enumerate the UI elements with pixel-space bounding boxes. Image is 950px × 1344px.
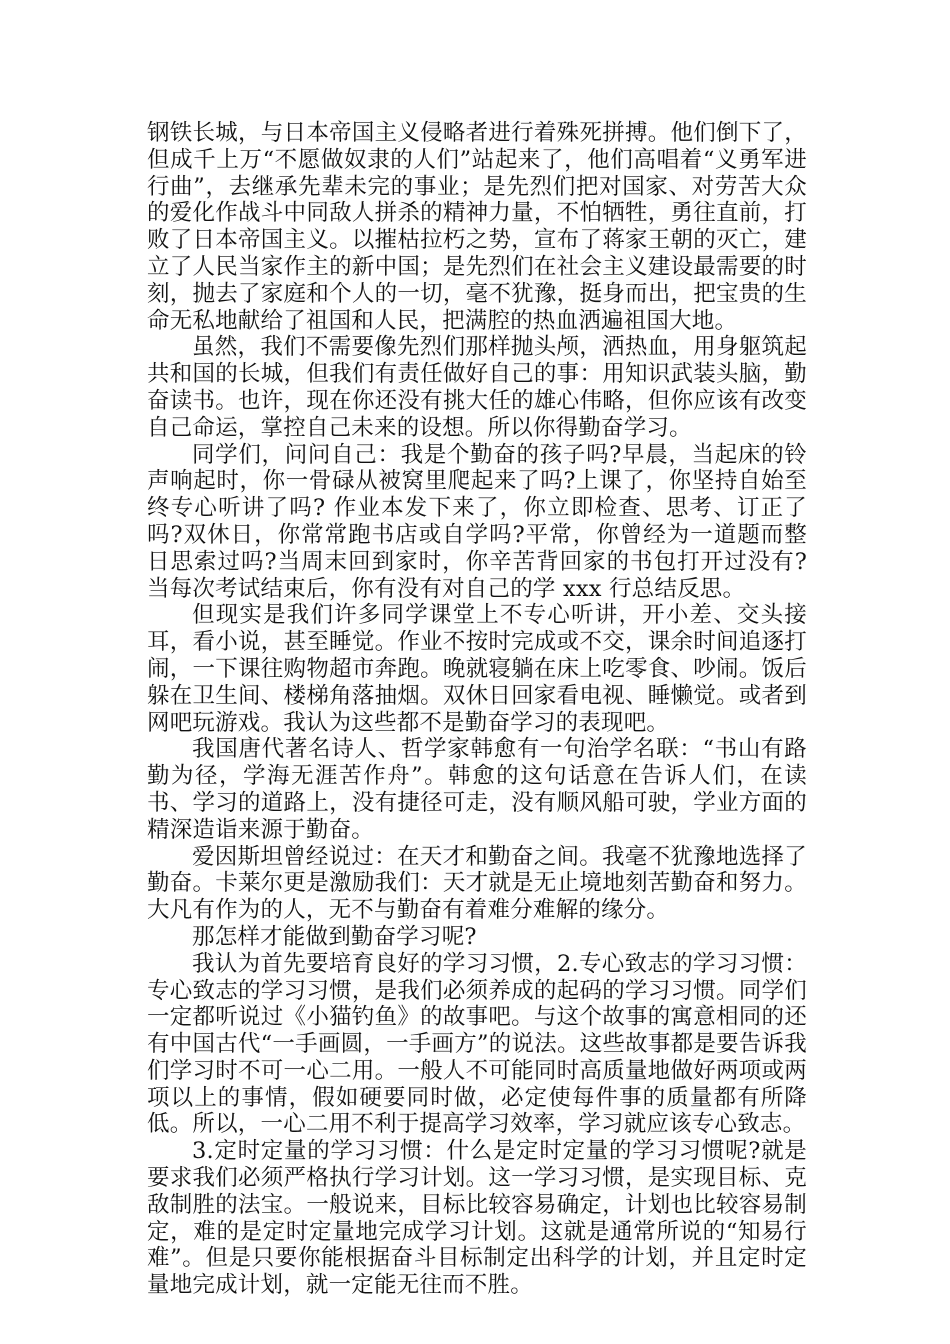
- paragraph: 钢铁长城，与日本帝国主义侵略者进行着殊死拼搏。他们倒下了，但成千上万“不愿做奴隶的人们”站起来了，他们高唱着“义勇军进行曲”，去继承先辈未完的事业；是先烈们把对国家、对劳苦大众的爱化作战斗中同敌人拼杀的精神力量，不怕牺牲，勇往直前，打败了日本帝国主义。以摧枯拉朽之势，宣布了蒋家王朝的灭亡，建立了人民当家作主的新中国；是先烈们在社会主义建设最需要的时刻，抛去了家庭和个人的一切，毫不犹豫，挺身而出，把宝贵的生命无私地献给了祖国和人民，把满腔的热血洒遍祖国大地。: [147, 120, 807, 334]
- paragraph: 爱因斯坦曾经说过：在天才和勤奋之间。我毫不犹豫地选择了勤奋。卡莱尔更是激励我们：天才就是无止境地刻苦勤奋和努力。大凡有作为的人，无不与勤奋有着难分难解的缘分。: [147, 843, 807, 924]
- paragraph: 同学们，问问自己：我是个勤奋的孩子吗?早晨，当起床的铃声响起时，你一骨碌从被窝里爬起来了吗?上课了，你坚持自始至终专心听讲了吗? 作业本发下来了，你立即检查、思考、订正了吗?双休日，你常常跑书店或自学吗?平常，你曾经为一道题而整日思索过吗?当周末回到家时，你辛苦背回家的书包打开过没有?当每次考试结束后，你有没有对自己的学 xxx 行总结反思。: [147, 441, 807, 602]
- paragraph: 虽然，我们不需要像先烈们那样抛头颅，洒热血，用身躯筑起共和国的长城，但我们有责任做好自己的事：用知识武装头脑，勤奋读书。也许，现在你还没有挑大任的雄心伟略，但你应该有改变自己命运，掌控自己未来的设想。所以你得勤奋学习。: [147, 334, 807, 441]
- paragraph: 我认为首先要培育良好的学习习惯，2.专心致志的学习习惯：专心致志的学习习惯，是我们必须养成的起码的学习习惯。同学们一定都听说过《小猫钓鱼》的故事吧。与这个故事的寓意相同的还有中国古代“一手画圆，一手画方”的说法。这些故事都是要告诉我们学习时不可一心二用。一般人不可能同时高质量地做好两项或两项以上的事情，假如硬要同时做，必定使每件事的质量都有所降低。所以，一心二用不利于提高学习效率，学习就应该专心致志。: [147, 950, 807, 1138]
- paragraph: 3.定时定量的学习习惯：什么是定时定量的学习习惯呢?就是要求我们必须严格执行学习计划。这一学习习惯，是实现目标、克敌制胜的法宝。一般说来，目标比较容易确定，计划也比较容易制定，难的是定时定量地完成学习计划。这就是通常所说的“知易行难”。但是只要你能根据奋斗目标制定出科学的计划，并且定时定量地完成计划，就一定能无往而不胜。: [147, 1138, 807, 1299]
- paragraph: 但现实是我们许多同学课堂上不专心听讲，开小差、交头接耳，看小说，甚至睡觉。作业不按时完成或不交，课余时间追逐打闹，一下课往购物超市奔跑。晚就寝躺在床上吃零食、吵闹。饭后躲在卫生间、楼梯角落抽烟。双休日回家看电视、睡懒觉。或者到网吧玩游戏。我认为这些都不是勤奋学习的表现吧。: [147, 602, 807, 736]
- paragraph: 我国唐代著名诗人、哲学家韩愈有一句治学名联：“书山有路勤为径，学海无涯苦作舟”。韩愈的这句话意在告诉人们，在读书、学习的道路上，没有捷径可走，没有顺风船可驶，学业方面的精深造诣来源于勤奋。: [147, 736, 807, 843]
- paragraph: 那怎样才能做到勤奋学习呢?: [192, 923, 477, 950]
- document-page: [147, 120, 807, 1299]
